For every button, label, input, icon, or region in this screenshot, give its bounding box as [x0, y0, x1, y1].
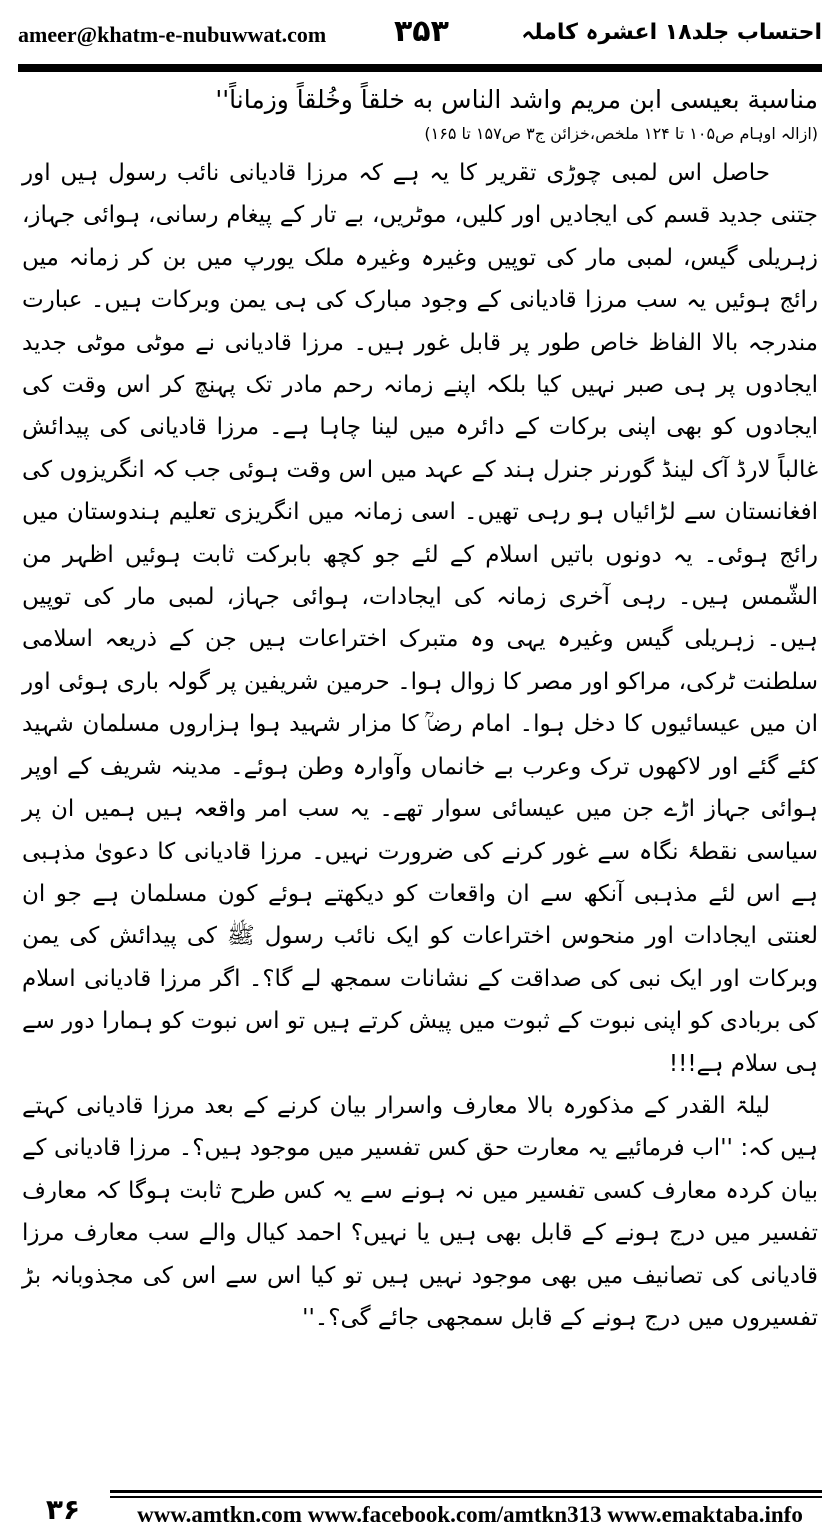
- header-page-number: ۳۵۳: [394, 14, 449, 49]
- header-divider: [18, 64, 822, 72]
- page-header: [18, 14, 822, 58]
- header-email: ameer@khatm-e-nubuwwat.com: [18, 22, 327, 47]
- body-paragraph-1: حاصل اس لمبی چوڑی تقریر کا یہ ہے کہ مرزا قادیانی نائب رسول ہیں اور جتنی جدید قسم کی ایجادیں اور کلیں، موٹریں، بے تار کے پیغام رسانی، ہوائی جہاز، زہریلی گیس، لمبی مار کی توپیں وغیرہ وغیرہ ملک یورپ میں بن کر زمانہ میں رائج ہوئیں یہ سب مرزا قادیانی کے وجود مبارک کی ہی یمن وبرکات ہیں۔ عبارت مندرجہ بالا الفاظ خاص طور پر قابل غور ہیں۔ مرزا قادیانی نے موٹی موٹی جدید ایجادوں پر ہی صبر نہیں کیا بلکہ اپنے زمانہ رحم مادر تک پہنچ کر اس وقت کی ایجادوں کو بھی اپنی برکات کے دائرہ میں لینا چاہا ہے۔ مرزا قادیانی کی پیدائش غالباً لارڈ آک لینڈ گورنر جنرل ہند کے عہد میں اس وقت ہوئی جب کہ انگریزوں کی افغانستان سے لڑائیاں ہو رہی تھیں۔ اسی زمانہ میں انگریزی تعلیم ہندوستان میں رائج ہوئی۔ یہ دونوں باتیں اسلام کے لئے جو کچھ بابرکت ثابت ہوئیں اظہر من الشّمس ہیں۔ رہی آخری زمانہ کی ایجادات، ہوائی جہاز، لمبی مار کی توپیں ہیں۔ زہریلی گیس وغیرہ یہی وہ متبرک اختراعات ہیں جن کے ذریعہ اسلامی سلطنت ٹرکی، مراکو اور مصر کا زوال ہوا۔ حرمین شریفین پر گولہ باری ہوئی اور ان میں عیسائیوں کا دخل ہوا۔ امام رضاؒ کا مزار شہید ہوا ہزاروں مسلمان شہید کئے گئے اور لاکھوں ترک وعرب بے خانماں وآوارہ وطن ہوئے۔ مدینہ شریف کے اوپر ہوائی جہاز اڑے جن میں عیسائی سوار تھے۔ یہ سب امر واقعہ ہیں ہمیں ان پر سیاسی نقطۂ نگاہ سے غور کرنے کی ضرورت نہیں۔ مرزا قادیانی کا دعویٰ مذہبی ہے اس لئے مذہبی آنکھ سے ان واقعات کو دیکھتے ہوئے کون مسلمان ہے جو ان لعنتی ایجادات اور منحوس اختراعات کو ایک نائب رسول ﷺ کی پیدائش کی یمن وبرکات اور ایک نبی کی صداقت کے نشانات سمجھ لے گا؟۔ اگر مرزا قادیانی اسلام کی بربادی کو اپنی نبوت کے ثبوت میں پیش کرتے ہیں تو اس نبوت کو ہمارا دور سے ہی سلام ہے!!!: [22, 160, 818, 1077]
- footer-links: www.amtkn.com www.facebook.com/amtkn313 www.emaktaba.info: [137, 1502, 803, 1527]
- footer-divider-thin: [110, 1496, 822, 1498]
- body-paragraph-2: لیلۃ القدر کے مذکورہ بالا معارف واسرار بیان کرنے کے بعد مرزا قادیانی کہتے ہیں کہ: ''اب فرمائیے یہ معارت حق کس تفسیر میں موجود ہیں؟۔ مرزا قادیانی کے بیان کردہ معارف کسی تفسیر میں نہ ہونے سے یہ کس طرح ثابت ہوگا کہ معارف تفسیر میں درج ہونے کے قابل بھی ہیں یا نہیں؟ احمد کیال والے سب معارف مرزا قادیانی کی تصانیف میں بھی موجود نہیں ہیں تو کیا اس سے اس کی مجذوبانہ بڑ تفسیروں میں درج ہونے کے قابل سمجھی جائے گی؟۔'': [22, 1092, 818, 1331]
- page-body: [22, 80, 818, 1339]
- footer-divider: [110, 1490, 822, 1493]
- reference-citation: (ازالہ اوہام ص۱۰۵ تا ۱۲۴ ملخص،خزائن ج۳ ص۱۵۷ تا ۱۶۵): [424, 124, 818, 143]
- footer-page-number: ۳۶: [45, 1493, 81, 1526]
- header-series-title: احتساب جلد۱۸ اعشرہ کاملہ: [521, 20, 822, 45]
- arabic-quote: مناسبة بعيسى ابن مريم واشد الناس به خلقاً وخُلقاً وزماناً'': [215, 85, 818, 114]
